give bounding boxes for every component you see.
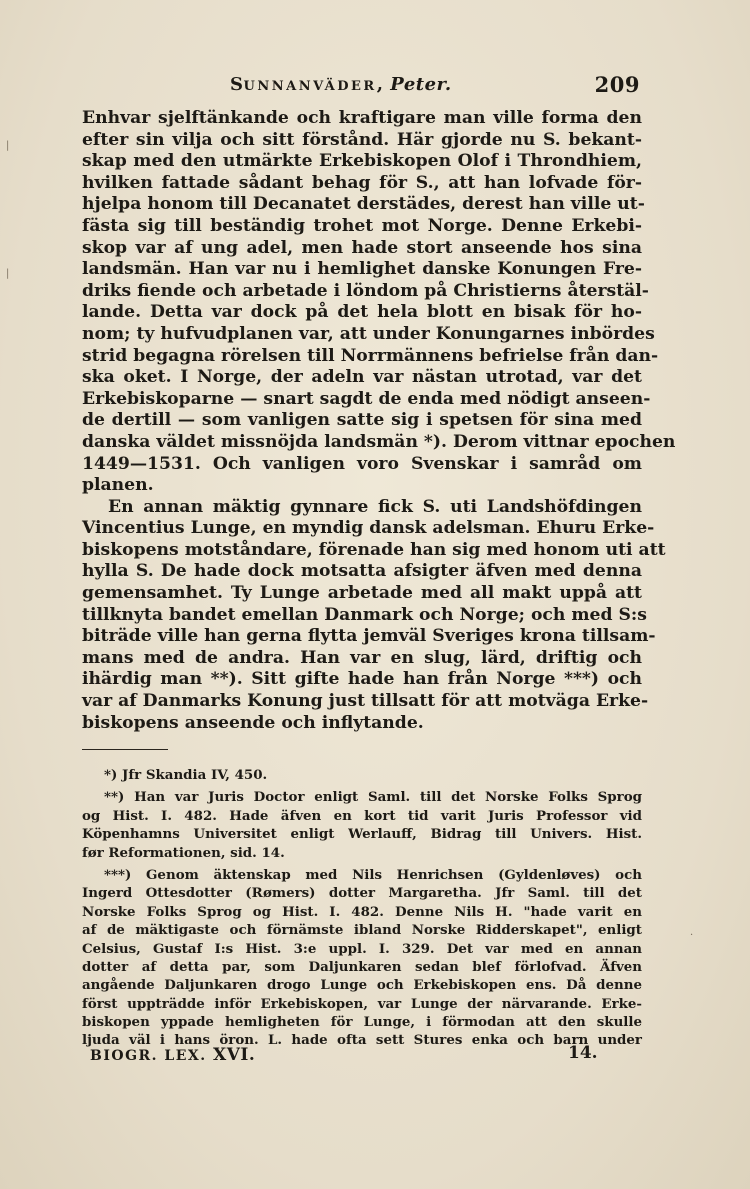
footnote-line: först uppträdde inför Erkebiskopen, var Lunge der närvarande. Erke- (82, 995, 642, 1012)
text-line: biskopens anseende och inflytande. (82, 712, 424, 733)
text-line: efter sin vilja och sitt förstånd. Här gjorde nu S. bekant- (82, 129, 642, 150)
footnote-line: af de mäktigaste och förnämste ibland Norske Ridderskapet", enligt (82, 922, 642, 939)
text-line: skop var af ung adel, men hade stort anseende hos sina (82, 237, 642, 258)
text-line: Erkebiskoparne — snart sagdt de enda med nödigt anseen- (82, 388, 651, 409)
printer-signature (90, 1043, 640, 1065)
footnote-line: dotter af detta par, som Daljunkaren sedan blef förlofvad. Äfven (82, 958, 642, 975)
text-line: fästa sig till beständig trohet mot Norge. Denne Erkebi- (82, 215, 642, 236)
text-line: skap med den utmärkte Erkebiskopen Olof i Throndhiem, (82, 151, 642, 172)
margin-speck: · (690, 930, 694, 941)
text-line: driks fiende och arbetade i löndom på Christierns återstäl- (82, 280, 649, 301)
footnote-line: og Hist. I. 482. Hade äfven en kort tid varit Juris Professor vid (82, 807, 642, 824)
text-line: hvilken fattade sådant behag för S., att han lofvade för- (82, 172, 642, 193)
footnote (82, 788, 642, 862)
text-line: ska oket. I Norge, der adeln var nästan utrotad, var det (82, 367, 642, 388)
footnote-line: biskopen yppade hemligheten för Lunge, i förmodan att den skulle (82, 1014, 642, 1031)
running-title: SUNNANVÄDER, Peter. (230, 74, 452, 95)
running-header (80, 70, 640, 100)
footnote-line: **) Han var Juris Doctor enligt Saml. till det Norske Folks Sprog (104, 789, 642, 806)
text-line: ihärdig man **). Sitt gifte hade han från Norge ***) och (82, 669, 642, 690)
text-line: hjelpa honom till Decanatet derstädes, derest han ville ut- (82, 194, 645, 215)
margin-speck: | (6, 140, 10, 151)
text-line: lande. Detta var dock på det hela blott en bisak för ho- (82, 302, 642, 323)
footnote-rule (82, 749, 168, 750)
text-line: 1449—1531. Och vanligen voro Svenskar i samråd om (82, 453, 642, 474)
text-line: nom; ty hufvudplanen var, att under Konungarnes inbördes (82, 323, 655, 344)
text-line: landsmän. Han var nu i hemlighet danske Konungen Fre- (82, 259, 642, 280)
text-line: Enhvar sjelftänkande och kraftigare man ville forma den (82, 108, 642, 128)
footnote-line: før Reformationen, sid. 14. (82, 844, 285, 861)
footnote-line: angående Daljunkaren drogo Lunge och Erkebiskopen ens. Då denne (82, 977, 642, 994)
footnote-line: *) Jfr Skandia IV, 450. (104, 767, 268, 783)
footnote (82, 766, 642, 784)
footnote-line: Norske Folks Sprog og Hist. I. 482. Denne Nils H. "hade varit en (82, 903, 642, 920)
text-line: tillknyta bandet emellan Danmark och Norge; och med S:s (82, 604, 647, 625)
text-line: de dertill — som vanligen satte sig i spetsen för sina med (82, 410, 642, 431)
text-line: var af Danmarks Konung just tillsatt för att motväga Erke- (82, 691, 649, 712)
text-line: En annan mäktig gynnare fick S. uti Landshöfdingen (108, 496, 642, 517)
page-number: 209 (594, 72, 640, 97)
text-line: biskopens motståndare, förenade han sig med honom uti att (82, 539, 666, 560)
footnotes (82, 766, 642, 1054)
footnote-line: Celsius, Gustaf I:s Hist. 3:e uppl. I. 329. Det var med en annan (82, 940, 642, 957)
text-line: hylla S. De hade dock motsatta afsigter äfven med denna (82, 561, 642, 582)
sheet-number: 14. (568, 1043, 598, 1063)
main-text (82, 108, 676, 734)
text-line: danska väldet missnöjda landsmän *). Derom vittnar epochen (82, 431, 676, 452)
signature-mark: BIOGR. LEX. XVI. (90, 1045, 256, 1065)
margin-speck: | (6, 268, 10, 279)
text-line: Vincentius Lunge, en myndig dansk adelsman. Ehuru Erke- (82, 518, 655, 539)
text-line: gemensamhet. Ty Lunge arbetade med all makt uppå att (82, 583, 642, 604)
text-line: biträde ville han gerna flytta jemväl Sveriges krona tillsam- (82, 626, 656, 647)
footnote (82, 866, 642, 1050)
text-line: planen. (82, 475, 154, 496)
footnote-line: ***) Genom äktenskap med Nils Henrichsen (Gyldenløves) och (104, 866, 642, 883)
text-line: mans med de andra. Han var en slug, lärd, driftig och (82, 647, 642, 668)
footnote-line: Ingerd Ottesdotter (Rømers) dotter Margaretha. Jfr Saml. till det (82, 885, 642, 902)
footnote-line: ljuda väl i hans öron. L. hade ofta sett Stures enka och barn under (82, 1032, 642, 1049)
text-line: strid begagna rörelsen till Norrmännens befrielse från dan- (82, 345, 659, 366)
footnote-line: Köpenhamns Universitet enligt Werlauff, Bidrag till Univers. Hist. (82, 826, 642, 843)
